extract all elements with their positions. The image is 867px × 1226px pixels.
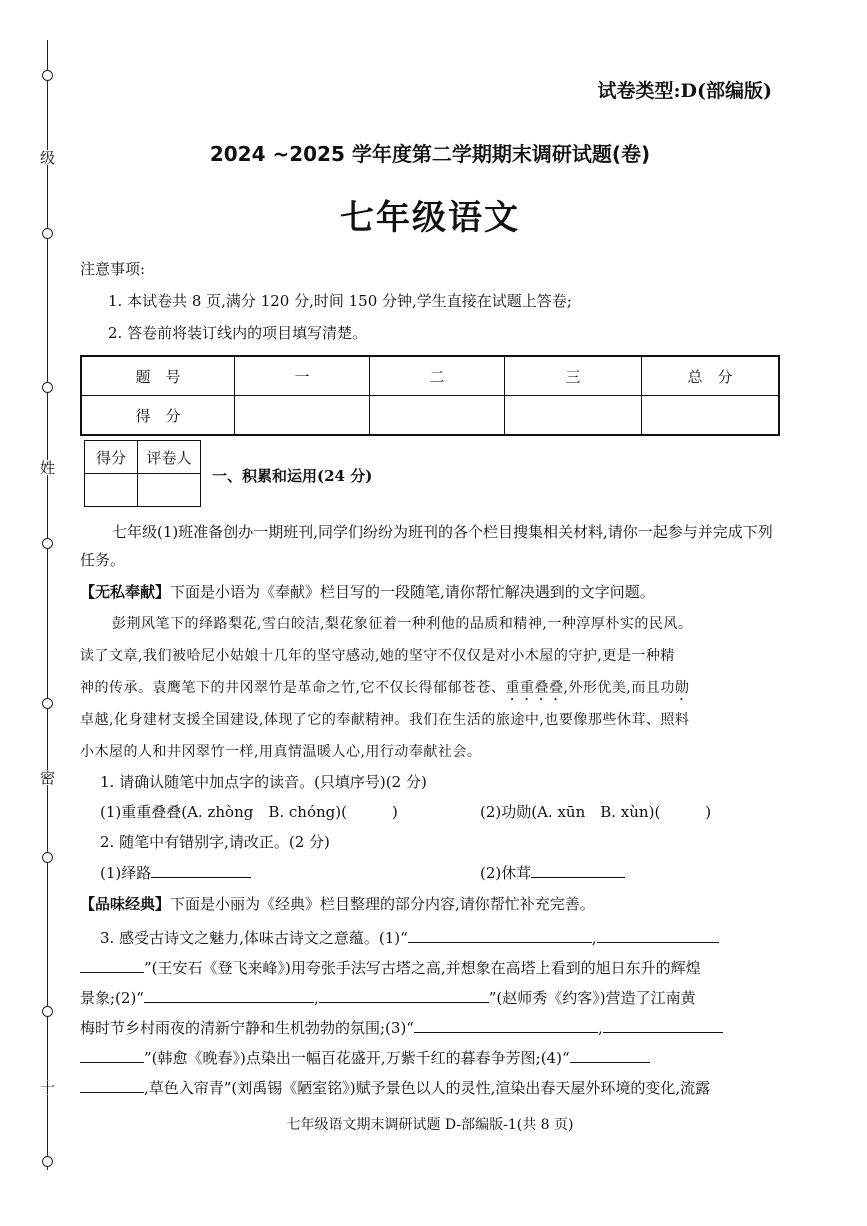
- grader-name-label: 评卷人: [138, 441, 201, 474]
- question-option: (1)重重叠叠(A. zhòng B. chóng)( ): [100, 803, 398, 821]
- binding-circle: [42, 228, 53, 239]
- table-header-cell: 一: [235, 356, 370, 396]
- binding-margin: [38, 40, 58, 1180]
- binding-circle: [42, 1006, 53, 1017]
- question-text: ”(赵师秀《约客》)营造了江南黄: [488, 989, 696, 1007]
- question-text: ”(韩愈《晚春》)点染出一幅百花盛开,万紫千红的暮春争芳图;(4)“: [144, 1049, 570, 1067]
- answer-blank[interactable]: [408, 928, 592, 943]
- part-description: 下面是小语为《奉献》栏目写的一段随笔,请你帮忙解决遇到的文字问题。: [170, 583, 655, 601]
- answer-blank[interactable]: [414, 1018, 598, 1033]
- answer-blank[interactable]: [531, 863, 625, 878]
- score-cell[interactable]: [642, 396, 780, 436]
- question-line: 景象;(2)“ , ”(赵师秀《约客》)营造了江南黄: [80, 989, 696, 1007]
- table-header-cell: 三: [505, 356, 642, 396]
- score-cell[interactable]: [235, 396, 370, 436]
- grader-score-cell[interactable]: [85, 474, 138, 507]
- part-title: 【无私奉献】: [80, 583, 171, 601]
- exam-title: 2024 ~2025 学年度第二学期期末调研试题(卷): [209, 142, 651, 166]
- question-line: [80, 1048, 780, 1068]
- binding-circle: [42, 852, 53, 863]
- question-line: [80, 958, 780, 978]
- essay-line: [80, 678, 780, 704]
- page-footer: 七年级语文期末调研试题 D-部编版-1(共 8 页): [286, 1117, 574, 1133]
- answer-blank[interactable]: [570, 1048, 650, 1063]
- question-line: 3. 感受古诗文之魅力,体味古诗文之意蕴。(1)“ ,: [100, 928, 780, 948]
- answer-blank[interactable]: [597, 928, 719, 943]
- binding-circle: [42, 1156, 53, 1167]
- table-row-label: 得 分: [81, 396, 235, 436]
- document-type: 试卷类型:D(部编版): [597, 80, 772, 102]
- answer-line: [480, 863, 780, 883]
- question-text: ,草色入帘青”(刘禹锡《陋室铭》)赋予景色以人的灵性,渲染出春天屋外环境的变化,流露: [144, 1079, 711, 1097]
- question-option: (2)功勋(A. xūn B. xùn)( ): [480, 803, 712, 821]
- answer-blank[interactable]: [80, 958, 144, 973]
- answer-label: (2)休茸: [480, 864, 532, 882]
- essay-line: 小木屋的人和井冈翠竹一样,用真情温暖人心,用行动奉献社会。: [80, 744, 482, 760]
- essay-line: 彭荆风笔下的绎路梨花,雪白皎洁,梨花象征着一种利他的品质和精神,一种淳厚朴实的民风。: [112, 616, 693, 632]
- answer-label: (1)绎路: [100, 864, 152, 882]
- score-cell[interactable]: [505, 396, 642, 436]
- part-title: 【品味经典】: [80, 895, 171, 913]
- notes-title: 注意事项:: [80, 260, 146, 278]
- section-intro: 七年级(1)班准备创办一期班刊,同学们纷纷为班刊的各个栏目搜集相关材料,请你一起参与并完成下列任务。: [80, 523, 773, 569]
- answer-blank[interactable]: [319, 988, 489, 1003]
- table-header-cell: 总 分: [642, 356, 780, 396]
- binding-circle: [42, 382, 53, 393]
- grader-name-cell[interactable]: [138, 474, 201, 507]
- part-description: 下面是小丽为《经典》栏目整理的部分内容,请你帮忙补充完善。: [170, 895, 595, 913]
- section-heading: 一、积累和运用(24 分): [212, 467, 373, 485]
- answer-blank[interactable]: [80, 1048, 144, 1063]
- answer-blank[interactable]: [603, 1018, 723, 1033]
- score-table: [80, 355, 780, 436]
- binding-circle: [42, 70, 53, 81]
- dotted-word: 勋: [674, 680, 690, 696]
- part-intro: [80, 894, 780, 914]
- answer-line: [100, 863, 480, 883]
- question-text: 景象;(2)“: [80, 989, 144, 1007]
- question-text: 3. 感受古诗文之魅力,体味古诗文之意蕴。(1)“: [100, 929, 408, 947]
- answer-blank[interactable]: [151, 863, 251, 878]
- question-line: 梅时节乡村雨夜的清新宁静和生机勃勃的氛围;(3)“ ,: [80, 1018, 780, 1038]
- score-cell[interactable]: [370, 396, 505, 436]
- part-intro: [80, 582, 780, 602]
- margin-label-name: 姓: [38, 460, 56, 475]
- answer-blank[interactable]: [144, 988, 314, 1003]
- table-row: [81, 396, 779, 436]
- essay-line: 卓越,化身建材支援全国建设,体现了它的奉献精神。我们在生活的旅途中,也要像那些休茸、照料: [80, 712, 690, 728]
- question-text: ”(王安石《登飞来峰》)用夸张手法写古塔之高,并想象在高塔上看到的旭日东升的辉煌: [144, 959, 701, 977]
- essay-text: ,外形优美,而且功: [563, 680, 675, 696]
- margin-label-class: 级: [38, 150, 56, 165]
- question-text: 梅时节乡村雨夜的清新宁静和生机勃勃的氛围;(3)“: [80, 1019, 414, 1037]
- note-item: 1. 本试卷共 8 页,满分 120 分,时间 150 分钟,学生直接在试题上答卷;: [108, 292, 572, 310]
- binding-line: [47, 40, 48, 1170]
- grader-box: [84, 440, 201, 507]
- essay-text: 神的传承。袁鹰笔下的井冈翠竹是革命之竹,它不仅长得郁郁苍苍、: [80, 680, 506, 696]
- binding-circle: [42, 698, 53, 709]
- question-stem: 1. 请确认随笔中加点字的读音。(只填序号)(2 分): [100, 773, 427, 791]
- margin-label-seal: 密: [38, 770, 56, 785]
- note-item: 2. 答卷前将装订线内的项目填写清楚。: [108, 324, 368, 342]
- table-row: [81, 356, 779, 396]
- answer-blank[interactable]: [80, 1078, 144, 1093]
- dotted-word: 重重叠叠: [505, 680, 564, 696]
- subject-title: 七年级语文: [340, 198, 520, 238]
- table-header-cell: 二: [370, 356, 505, 396]
- margin-label-line: 十: [38, 1080, 56, 1095]
- grader-score-label: 得分: [85, 441, 138, 474]
- question-stem: 2. 随笔中有错别字,请改正。(2 分): [100, 833, 330, 851]
- essay-line: 读了文章,我们被哈尼小姑娘十几年的坚守感动,她的坚守不仅仅是对小木屋的守护,更是一种精: [80, 648, 675, 664]
- binding-circle: [42, 538, 53, 549]
- table-header-cell: 题 号: [81, 356, 235, 396]
- question-line: [80, 1078, 780, 1098]
